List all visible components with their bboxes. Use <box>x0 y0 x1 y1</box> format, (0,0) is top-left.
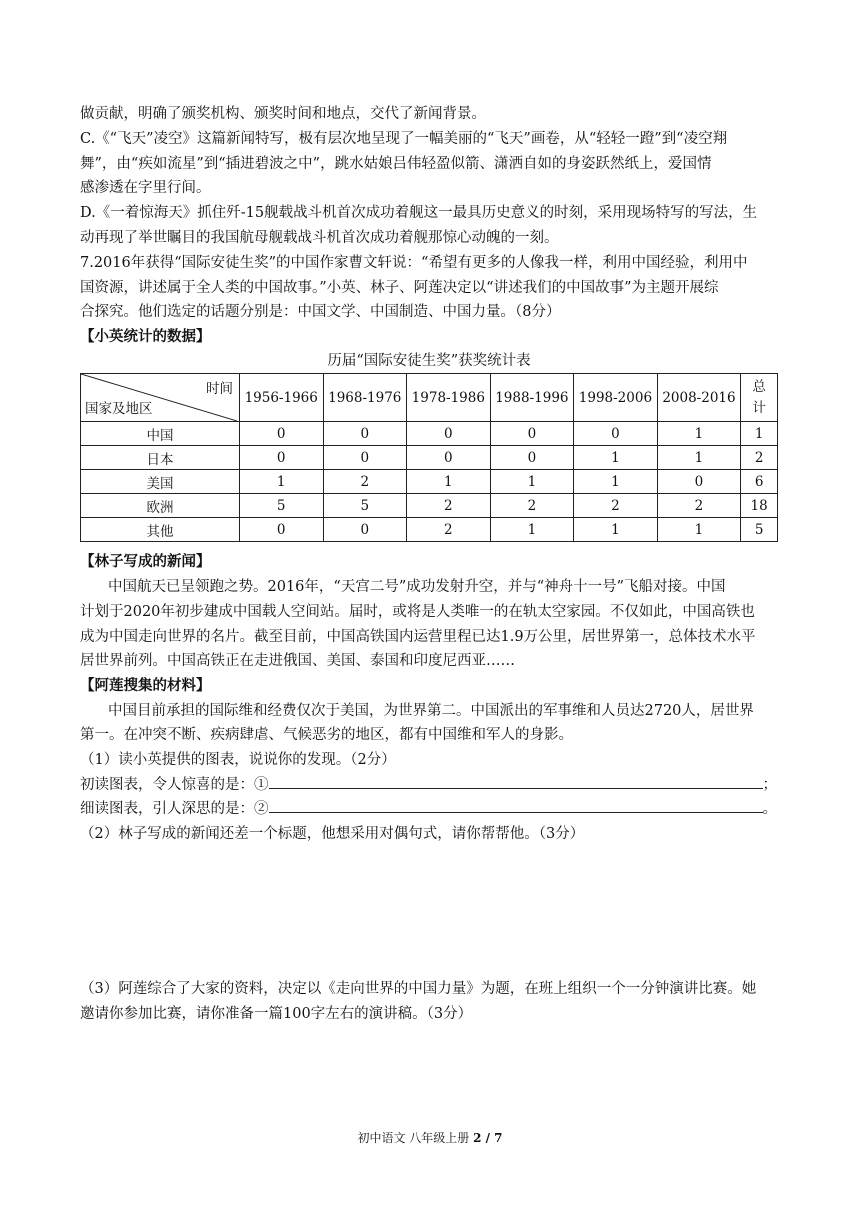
question-2: （2）林子写成的新闻还差一个标题，他想采用对偶句式，请你帮帮他。（3分） <box>80 826 585 842</box>
value-cell: 1 <box>407 470 491 494</box>
total-cell: 6 <box>741 470 778 494</box>
period-header: 1968-1976 <box>323 374 407 422</box>
period-header: 1978-1986 <box>407 374 491 422</box>
period-header: 2008-2016 <box>657 374 741 422</box>
footer-label: 初中语文 八年级上册 <box>357 1131 474 1145</box>
value-cell: 2 <box>323 470 407 494</box>
total-cell: 18 <box>741 494 778 518</box>
table-row <box>81 446 778 470</box>
region-cell: 欧洲 <box>81 494 240 518</box>
answer-blank-2[interactable] <box>269 798 763 813</box>
value-cell: 0 <box>657 470 741 494</box>
question-7-line: 7.2016年获得“国际安徒生奖”的中国作家曹文轩说：“希望有更多的人像我一样，利用中国经验，利用中 <box>80 255 748 271</box>
table-row <box>81 470 778 494</box>
option-c-line: C.《“飞天”凌空》这篇新闻特写，极有层次地呈现了一幅美丽的“飞天”画卷，从“轻轻一蹬”到“凌空翔 <box>80 131 728 147</box>
region-cell: 中国 <box>81 422 240 446</box>
question-7-line: 国资源，讲述属于全人类的中国故事。”小英、林子、阿莲决定以“讲述我们的中国故事”为主题开展综 <box>80 280 719 296</box>
value-cell: 1 <box>490 518 574 542</box>
value-cell: 1 <box>657 446 741 470</box>
award-stats-table <box>80 373 778 542</box>
page-number: 2 / 7 <box>473 1131 503 1145</box>
corner-time-label: 时间 <box>205 381 233 397</box>
answer-blank-1[interactable] <box>269 774 763 789</box>
answer-line-2 <box>80 798 780 820</box>
question-3-line: （3）阿莲综合了大家的资料，决定以《走向世界的中国力量》为题，在班上组织一个一分钟演讲比赛。她 <box>80 981 757 997</box>
answer-line-1 <box>80 774 780 796</box>
value-cell: 5 <box>239 494 323 518</box>
table-row <box>81 518 778 542</box>
table-row <box>81 422 778 446</box>
value-cell: 0 <box>490 422 574 446</box>
value-cell: 2 <box>574 494 658 518</box>
value-cell: 1 <box>657 518 741 542</box>
option-c-line: 感渗透在字里行间。 <box>80 180 211 196</box>
answer-end-2: 。 <box>762 801 777 817</box>
total-cell: 5 <box>741 518 778 542</box>
total-header: 总 计 <box>741 374 778 422</box>
section-heading-xiaoying: 【小英统计的数据】 <box>80 328 211 345</box>
region-cell: 日本 <box>81 446 240 470</box>
region-cell: 美国 <box>81 470 240 494</box>
value-cell: 0 <box>323 422 407 446</box>
answer-end-1: ； <box>762 777 777 793</box>
total-cell: 2 <box>741 446 778 470</box>
answer-prefix-2: 细读图表，引人深思的是：② <box>80 801 269 817</box>
value-cell: 1 <box>239 470 323 494</box>
paragraph-line: 做贡献，明确了颁奖机构、颁奖时间和地点，交代了新闻背景。 <box>80 106 486 122</box>
table-row <box>81 494 778 518</box>
section-heading-alian: 【阿莲搜集的材料】 <box>80 677 211 694</box>
question-3-line: 邀请你参加比赛，请你准备一篇100字左右的演讲稿。（3分） <box>80 1006 473 1022</box>
value-cell: 2 <box>490 494 574 518</box>
period-header: 1988-1996 <box>490 374 574 422</box>
material-line: 第一。在冲突不断、疾病肆虐、气候恶劣的地区，都有中国维和军人的身影。 <box>80 727 573 743</box>
news-line: 成为中国走向世界的名片。截至目前，中国高铁国内运营里程已达1.9万公里，居世界第一，总体技术水平 <box>80 629 756 645</box>
material-line: 中国目前承担的国际维和经费仅次于美国，为世界第二。中国派出的军事维和人员达2720人，居世界 <box>108 703 754 719</box>
period-header: 1956-1966 <box>239 374 323 422</box>
question-1: （1）读小英提供的图表，说说你的发现。（2分） <box>80 752 396 768</box>
value-cell: 0 <box>323 446 407 470</box>
value-cell: 0 <box>407 422 491 446</box>
answer-prefix-1: 初读图表，令人惊喜的是：① <box>80 777 269 793</box>
news-line: 中国航天已呈领跑之势。2016年，“天宫二号”成功发射升空，并与“神舟十一号”飞船对接。中国 <box>108 579 726 595</box>
corner-region-label: 国家及地区 <box>85 401 153 417</box>
value-cell: 0 <box>239 422 323 446</box>
value-cell: 0 <box>323 518 407 542</box>
value-cell: 1 <box>490 470 574 494</box>
value-cell: 2 <box>407 494 491 518</box>
value-cell: 1 <box>574 518 658 542</box>
value-cell: 0 <box>239 518 323 542</box>
value-cell: 2 <box>657 494 741 518</box>
page-footer <box>0 1129 860 1146</box>
value-cell: 1 <box>657 422 741 446</box>
value-cell: 1 <box>574 470 658 494</box>
value-cell: 5 <box>323 494 407 518</box>
total-cell: 1 <box>741 422 778 446</box>
question-7-line: 合探究。他们选定的话题分别是：中国文学、中国制造、中国力量。（8分） <box>80 304 561 320</box>
news-line: 计划于2020年初步建成中国载人空间站。届时，或将是人类唯一的在轨太空家园。不仅如此，中国高铁也 <box>80 604 755 620</box>
period-header: 1998-2006 <box>574 374 658 422</box>
table-title: 历届“国际安徒生奖”获奖统计表 <box>327 353 531 369</box>
region-cell: 其他 <box>81 518 240 542</box>
value-cell: 0 <box>490 446 574 470</box>
value-cell: 1 <box>574 446 658 470</box>
value-cell: 0 <box>574 422 658 446</box>
value-cell: 0 <box>407 446 491 470</box>
option-d-line: 动再现了举世瞩目的我国航母舰载战斗机首次成功着舰那惊心动魄的一刻。 <box>80 230 559 246</box>
table-corner-cell <box>81 374 240 422</box>
option-c-line: 舞”，由“疾如流星”到“插进碧波之中”，跳水姑娘吕伟轻盈似箭、潇洒自如的身姿跃然纸上，爱国情 <box>80 156 712 172</box>
news-line: 居世界前列。中国高铁正在走进俄国、美国、泰国和印度尼西亚…… <box>80 653 515 669</box>
section-heading-linzi: 【林子写成的新闻】 <box>80 553 211 570</box>
value-cell: 0 <box>239 446 323 470</box>
value-cell: 2 <box>407 518 491 542</box>
option-d-line: D.《一着惊海天》抓住歼-15舰载战斗机首次成功着舰这一最具历史意义的时刻，采用现场特写的写法，生 <box>80 205 758 221</box>
